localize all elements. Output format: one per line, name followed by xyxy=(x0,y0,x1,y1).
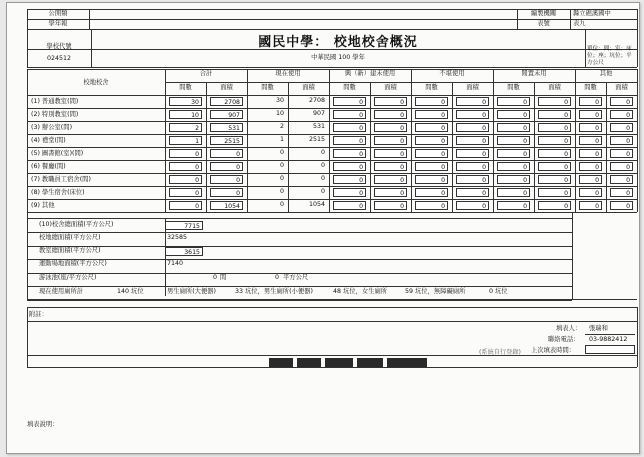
table-cell: 0 xyxy=(579,201,602,210)
table-cell: 0 xyxy=(538,175,571,184)
filler-name: 張瑞和 xyxy=(589,325,608,332)
row-label: (1) 普通教室(間) xyxy=(31,98,79,105)
table-cell: 0 xyxy=(415,175,448,184)
table-cell: 907 xyxy=(210,110,243,119)
table-cell: 0 xyxy=(497,149,530,158)
table-cell: 0 xyxy=(497,201,530,210)
rule xyxy=(27,212,637,213)
last-fill-label: 上次填表時間： xyxy=(531,347,576,354)
table-cell: 2708 xyxy=(308,97,325,104)
rule xyxy=(370,82,371,212)
table-cell: 0 xyxy=(169,162,202,171)
table-cell: 531 xyxy=(312,123,325,130)
phone-value: 03-9882412 xyxy=(589,336,628,343)
pool-area-unit: 平方公尺 xyxy=(283,274,309,281)
rule xyxy=(288,82,289,212)
sub-header-area: 面積 xyxy=(302,84,315,91)
rule xyxy=(27,218,572,219)
summary-value-2: 3615 xyxy=(165,247,203,256)
table-cell: 0 xyxy=(497,162,530,171)
table-cell: 0 xyxy=(210,162,243,171)
table-cell: 0 xyxy=(333,188,366,197)
table-cell: 0 xyxy=(374,175,407,184)
table-cell: 0 xyxy=(374,136,407,145)
table-cell: 0 xyxy=(374,110,407,119)
table-cell: 0 xyxy=(169,149,202,158)
table-cell: 0 xyxy=(610,162,633,171)
rule xyxy=(637,9,638,29)
row-label: (8) 學生宿舍(床位) xyxy=(31,189,85,196)
table-cell: 0 xyxy=(333,123,366,132)
rule xyxy=(27,299,637,300)
table-cell: 0 xyxy=(579,188,602,197)
sub-header-count: 間數 xyxy=(179,84,192,91)
group-total: 合計 xyxy=(199,70,213,77)
rule xyxy=(27,147,637,148)
rule xyxy=(27,259,572,260)
table-cell: 0 xyxy=(538,201,571,210)
sub-header-area: 面積 xyxy=(615,84,628,91)
table-cell: 0 xyxy=(538,97,571,106)
sub-header-count: 間數 xyxy=(343,84,356,91)
table-cell: 0 xyxy=(374,162,407,171)
footer-bar xyxy=(357,358,383,367)
rule xyxy=(27,232,572,233)
table-cell: 0 xyxy=(415,162,448,171)
rule xyxy=(27,160,637,161)
rule xyxy=(27,286,572,287)
summary-label-2: 教室總面積(平方公尺) xyxy=(39,247,101,254)
rule xyxy=(27,173,637,174)
table-cell: 0 xyxy=(456,149,489,158)
summary-value-3: 7140 xyxy=(167,260,184,267)
sub-header-count: 間數 xyxy=(507,84,520,91)
table-cell: 0 xyxy=(374,188,407,197)
table-cell: 0 xyxy=(374,123,407,132)
table-cell: 0 xyxy=(456,97,489,106)
table-cell: 0 xyxy=(610,136,633,145)
row-label: (6) 餐廳(間) xyxy=(31,163,66,170)
table-cell: 2515 xyxy=(210,136,243,145)
table-cell: 0 xyxy=(320,149,325,156)
table-cell: 10 xyxy=(275,110,284,117)
table-cell: 0 xyxy=(415,136,448,145)
table-cell: 0 xyxy=(333,175,366,184)
table-cell: 0 xyxy=(538,123,571,132)
group-new-unused: 興（新）建未使用 xyxy=(344,70,396,77)
toilet-accessible-value: 59 坑位，無障礙廁所 xyxy=(405,288,466,295)
table-cell: 0 xyxy=(415,149,448,158)
pool-count-unit: 間 xyxy=(220,274,227,281)
rule xyxy=(534,82,535,212)
table-cell: 0 xyxy=(610,110,633,119)
table-cell: 0 xyxy=(497,175,530,184)
agency-label: 編製機關 xyxy=(530,10,557,17)
row-label: (9) 其他 xyxy=(31,202,55,209)
row-header: 校地校舍 xyxy=(83,79,109,86)
form-label: 表號 xyxy=(537,20,550,27)
rule xyxy=(89,9,90,29)
table-cell: 0 xyxy=(456,136,489,145)
table-cell: 0 xyxy=(610,188,633,197)
school-year-label: 學年報 xyxy=(48,20,68,27)
table-cell: 0 xyxy=(497,188,530,197)
table-cell: 0 xyxy=(415,201,448,210)
rule xyxy=(27,307,28,367)
toilet-accessible-count: 0 坑位 xyxy=(489,288,508,295)
rule xyxy=(570,9,571,29)
table-cell: 0 xyxy=(579,97,602,106)
table-cell: 0 xyxy=(497,136,530,145)
rule xyxy=(206,82,207,212)
table-cell: 0 xyxy=(210,175,243,184)
table-cell: 1 xyxy=(169,136,202,145)
table-cell: 0 xyxy=(374,149,407,158)
table-cell: 0 xyxy=(320,188,325,195)
table-cell: 0 xyxy=(415,97,448,106)
report-sheet xyxy=(6,2,640,454)
row-label: (2) 特別教室(間) xyxy=(31,111,79,118)
table-cell: 0 xyxy=(610,201,633,210)
rule xyxy=(27,134,637,135)
table-cell: 0 xyxy=(415,188,448,197)
summary-value-0: 7715 xyxy=(165,221,203,230)
group-other: 其他 xyxy=(599,70,613,77)
table-cell: 531 xyxy=(210,123,243,132)
table-cell: 0 xyxy=(279,149,284,156)
table-cell: 0 xyxy=(497,110,530,119)
table-cell: 0 xyxy=(610,149,633,158)
table-cell: 907 xyxy=(312,110,325,117)
rule xyxy=(27,29,637,30)
footer-bar xyxy=(325,358,353,367)
sub-header-count: 間數 xyxy=(425,84,438,91)
table-cell: 0 xyxy=(456,162,489,171)
table-cell: 2708 xyxy=(210,97,243,106)
last-fill-hint: (系統自行登錄) xyxy=(479,349,521,356)
table-cell: 30 xyxy=(169,97,202,106)
table-cell: 0 xyxy=(579,123,602,132)
rule xyxy=(27,246,572,247)
remarks-label: 附註： xyxy=(29,311,48,318)
public-label: 公開類 xyxy=(48,10,68,17)
table-cell: 0 xyxy=(333,136,366,145)
table-cell: 0 xyxy=(279,188,284,195)
sub-header-area: 面積 xyxy=(548,84,561,91)
sub-header-area: 面積 xyxy=(466,84,479,91)
table-cell: 0 xyxy=(279,175,284,182)
footer-bar xyxy=(269,358,293,367)
pool-area: 0 xyxy=(274,274,279,281)
form-value: 表九 xyxy=(573,20,586,27)
phone-label: 聯絡電話： xyxy=(548,336,580,343)
rule xyxy=(27,69,28,299)
table-cell: 2 xyxy=(279,123,284,130)
table-cell: 0 xyxy=(333,110,366,119)
rule xyxy=(27,186,637,187)
sub-header-area: 面積 xyxy=(384,84,397,91)
table-cell: 2 xyxy=(169,123,202,132)
rule xyxy=(572,212,573,299)
rule xyxy=(637,69,638,212)
toilet-female-value: 48 坑位，女生廁所 xyxy=(333,288,388,295)
field-underline xyxy=(585,334,635,335)
rule xyxy=(637,29,638,67)
table-cell: 0 xyxy=(374,201,407,210)
table-cell: 0 xyxy=(579,149,602,158)
table-cell: 1054 xyxy=(210,201,243,210)
table-cell: 0 xyxy=(333,162,366,171)
table-cell: 0 xyxy=(456,201,489,210)
agency-value: 縣立礁溪國中 xyxy=(573,10,611,17)
page-title: 國民中學： 校地校舍概況 xyxy=(258,35,418,50)
table-cell: 0 xyxy=(279,162,284,169)
rule xyxy=(27,67,637,68)
table-cell: 0 xyxy=(538,188,571,197)
school-code: 024512 xyxy=(46,55,72,62)
table-cell: 0 xyxy=(538,149,571,158)
table-cell: 0 xyxy=(169,201,202,210)
row-label: (3) 辦公室(間) xyxy=(31,124,73,131)
row-label: (5) 圖書館(室)(間) xyxy=(31,150,84,157)
toilet-male-value: 33 坑位，男生廁所(小便器) xyxy=(235,288,313,295)
table-cell: 0 xyxy=(415,123,448,132)
table-cell: 1054 xyxy=(308,201,325,208)
table-cell: 0 xyxy=(497,97,530,106)
pool-label: 游泳池(座/平方公尺) xyxy=(39,274,97,281)
summary-value-1: 32585 xyxy=(167,234,188,241)
sub-header-count: 間數 xyxy=(261,84,274,91)
footer-bar xyxy=(297,358,321,367)
sub-header-area: 面積 xyxy=(220,84,233,91)
rule xyxy=(606,82,607,212)
table-cell: 0 xyxy=(579,110,602,119)
table-cell: 0 xyxy=(610,97,633,106)
table-cell: 10 xyxy=(169,110,202,119)
table-cell: 0 xyxy=(538,162,571,171)
rule xyxy=(27,108,637,109)
table-cell: 0 xyxy=(538,136,571,145)
table-cell: 0 xyxy=(579,175,602,184)
rule xyxy=(27,355,637,356)
rule xyxy=(637,307,638,367)
table-cell: 30 xyxy=(275,97,284,104)
school-code-label: 學校代號 xyxy=(46,43,72,50)
table-cell: 0 xyxy=(456,123,489,132)
last-fill-field xyxy=(585,345,635,354)
table-cell: 0 xyxy=(210,188,243,197)
table-cell: 0 xyxy=(579,136,602,145)
unit-note: 單位：間；室；床位；座；坑位；平方公尺 xyxy=(587,46,632,66)
toilet-label: 現在使用廁所計 xyxy=(39,288,84,295)
summary-label-0: (10)校舍總面積(平方公尺) xyxy=(39,221,114,228)
table-cell: 0 xyxy=(333,97,366,106)
table-cell: 1 xyxy=(279,136,284,143)
instructions-label: 填表說明： xyxy=(27,421,59,428)
toilet-total: 140 坑位 xyxy=(117,288,144,295)
table-cell: 0 xyxy=(169,175,202,184)
table-cell: 0 xyxy=(456,110,489,119)
row-label: (4) 禮堂(間) xyxy=(31,137,66,144)
table-cell: 2515 xyxy=(308,136,325,143)
filler-label: 填表人： xyxy=(556,325,582,332)
rule xyxy=(27,121,637,122)
rule xyxy=(27,95,637,96)
table-cell: 0 xyxy=(374,97,407,106)
rule xyxy=(585,29,586,67)
rule xyxy=(27,199,637,200)
footer-bar xyxy=(387,358,427,367)
rule xyxy=(452,82,453,212)
row-label: (7) 教職員工宿舍(間) xyxy=(31,176,91,183)
rule xyxy=(27,367,637,368)
sub-header-count: 間數 xyxy=(584,84,597,91)
group-unusable: 不堪使用 xyxy=(439,70,465,77)
table-cell: 0 xyxy=(456,188,489,197)
table-cell: 0 xyxy=(169,188,202,197)
table-cell: 0 xyxy=(320,175,325,182)
school-year: 中華民國 100 學年 xyxy=(311,54,365,61)
table-cell: 0 xyxy=(210,149,243,158)
table-cell: 0 xyxy=(610,175,633,184)
rule xyxy=(165,82,637,83)
table-cell: 0 xyxy=(333,149,366,158)
group-idle: 閒置未用 xyxy=(521,70,547,77)
toilet-male-label: 男生廁所(大便器) xyxy=(167,288,216,295)
table-cell: 0 xyxy=(456,175,489,184)
table-cell: 0 xyxy=(610,123,633,132)
table-cell: 0 xyxy=(579,162,602,171)
rule xyxy=(27,307,637,308)
table-cell: 0 xyxy=(279,201,284,208)
pool-count: 0 xyxy=(212,274,217,281)
table-cell: 0 xyxy=(333,201,366,210)
table-cell: 0 xyxy=(320,162,325,169)
group-in-use: 現在使用 xyxy=(275,70,301,77)
table-cell: 0 xyxy=(497,123,530,132)
table-cell: 0 xyxy=(538,110,571,119)
summary-label-1: 校地總面積(平方公尺) xyxy=(39,234,101,241)
table-cell: 0 xyxy=(415,110,448,119)
summary-label-3: 運動場地面積(平方公尺) xyxy=(39,260,107,267)
rule xyxy=(27,321,637,322)
